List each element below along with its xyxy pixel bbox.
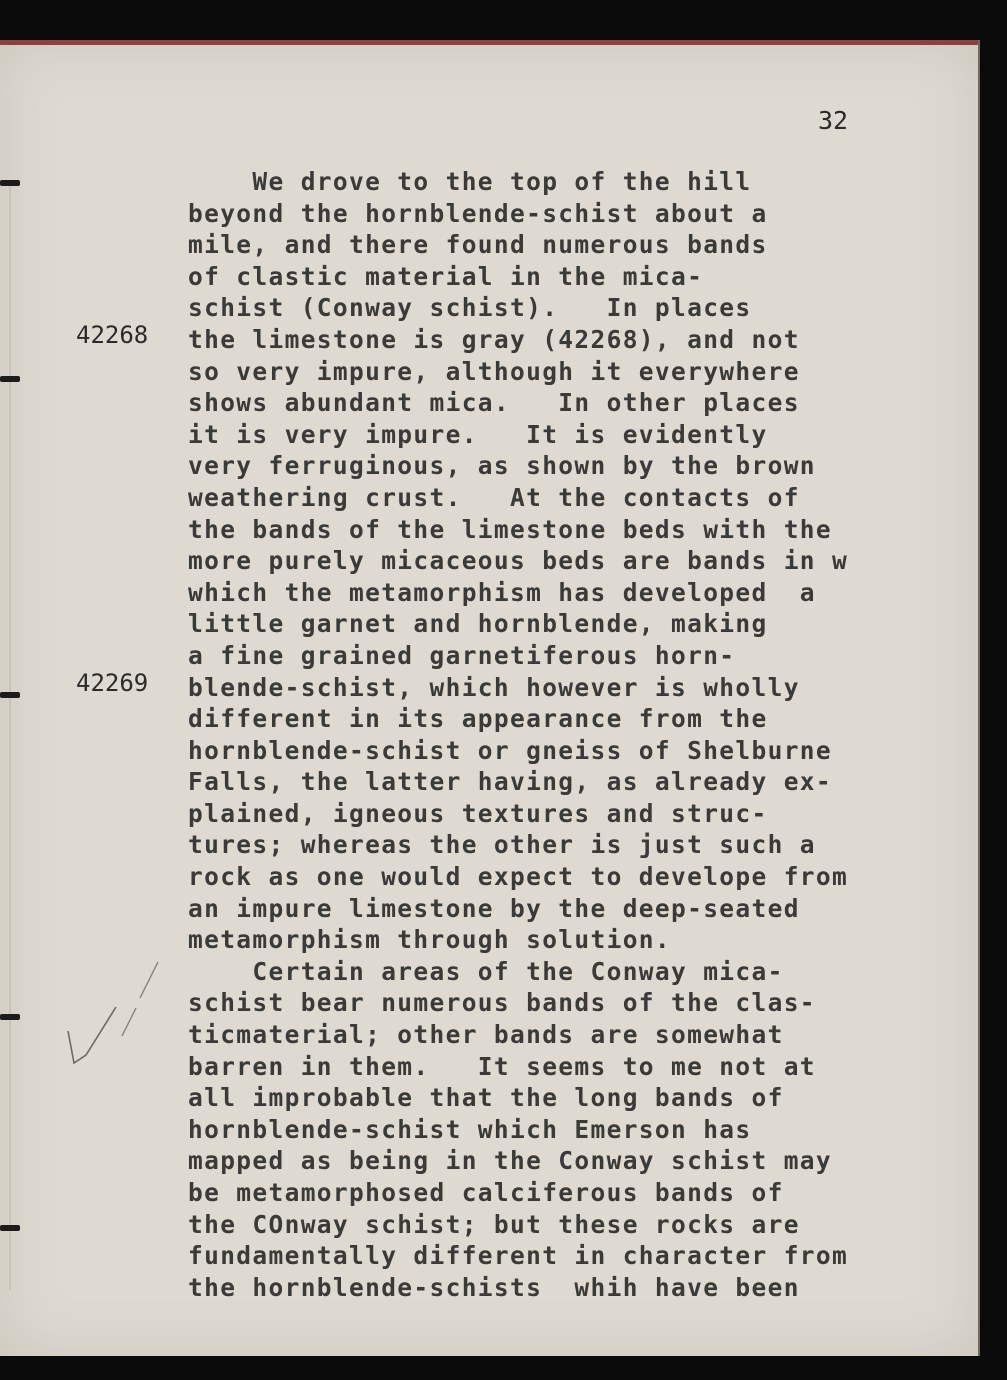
- text-line: blende-schist, which however is wholly: [188, 672, 800, 702]
- text-line: the limestone is gray (42268), and not: [188, 324, 800, 354]
- text-line: very ferruginous, as shown by the brown: [188, 451, 816, 481]
- text-line: schist bear numerous bands of the clas-: [188, 988, 816, 1018]
- text-line: weathering crust. At the contacts of: [188, 482, 800, 512]
- text-line: be metamorphosed calciferous bands of: [188, 1178, 784, 1207]
- text-line: rock as one would expect to develope from: [188, 862, 849, 892]
- text-line: mile, and there found numerous bands: [188, 230, 768, 260]
- specimen-number: 42268: [76, 321, 149, 349]
- check-mark-icon: [60, 985, 130, 1075]
- text-line: schist (Conway schist). In places: [188, 293, 752, 323]
- text-line: tures; whereas the other is just such a: [188, 830, 816, 860]
- notebook-page: [0, 40, 980, 1356]
- text-line: an impure limestone by the deep-seated: [188, 893, 800, 923]
- binding-tab: [0, 692, 20, 698]
- text-line: which the metamorphism has developed a: [188, 577, 816, 607]
- text-line: Certain areas of the Conway mica-: [188, 956, 784, 986]
- text-line: it is very impure. It is evidently: [188, 419, 768, 449]
- text-line: ticmaterial; other bands are somewhat: [188, 1020, 784, 1050]
- text-line: We drove to the top of the hill: [188, 167, 752, 196]
- text-line: different in its appearance from the: [188, 704, 768, 734]
- text-line: little garnet and hornblende, making: [188, 609, 768, 639]
- text-line: so very impure, although it everywhere: [188, 356, 800, 386]
- text-line: plained, igneous textures and struc-: [188, 798, 768, 828]
- specimen-number: 42269: [76, 669, 149, 697]
- typed-text: [188, 166, 973, 1303]
- text-line: the COnway schist; but these rocks are: [188, 1209, 800, 1239]
- text-line: beyond the hornblende-schist about a: [188, 198, 768, 228]
- binding-tab: [0, 180, 20, 186]
- text-line: hornblende-schist which Emerson has: [188, 1114, 752, 1144]
- binding-line: [9, 180, 11, 1290]
- binding-tab: [0, 1225, 20, 1231]
- text-line: more purely micaceous beds are bands in w: [188, 546, 849, 576]
- text-line: mapped as being in the Conway schist may: [188, 1146, 833, 1176]
- text-line: metamorphism through solution.: [188, 925, 672, 955]
- red-page-edge: [0, 40, 978, 45]
- page-number: 32: [818, 106, 849, 135]
- text-line: of clastic material in the mica-: [188, 261, 704, 291]
- text-line: hornblende-schist or gneiss of Shelburne: [188, 735, 833, 765]
- binding-tab: [0, 376, 20, 382]
- text-line: shows abundant mica. In other places: [188, 388, 800, 418]
- text-line: the hornblende-schists whih have been: [188, 1272, 800, 1302]
- binding-tab: [0, 1014, 20, 1020]
- binding-margin: [0, 180, 22, 1290]
- text-line: fundamentally different in character from: [188, 1241, 849, 1271]
- text-line: all improbable that the long bands of: [188, 1083, 784, 1113]
- text-line: a fine grained garnetiferous horn-: [188, 640, 736, 670]
- text-line: the bands of the limestone beds with the: [188, 514, 833, 544]
- text-line: barren in them. It seems to me not at: [188, 1051, 816, 1081]
- text-line: Falls, the latter having, as already ex-: [188, 767, 833, 797]
